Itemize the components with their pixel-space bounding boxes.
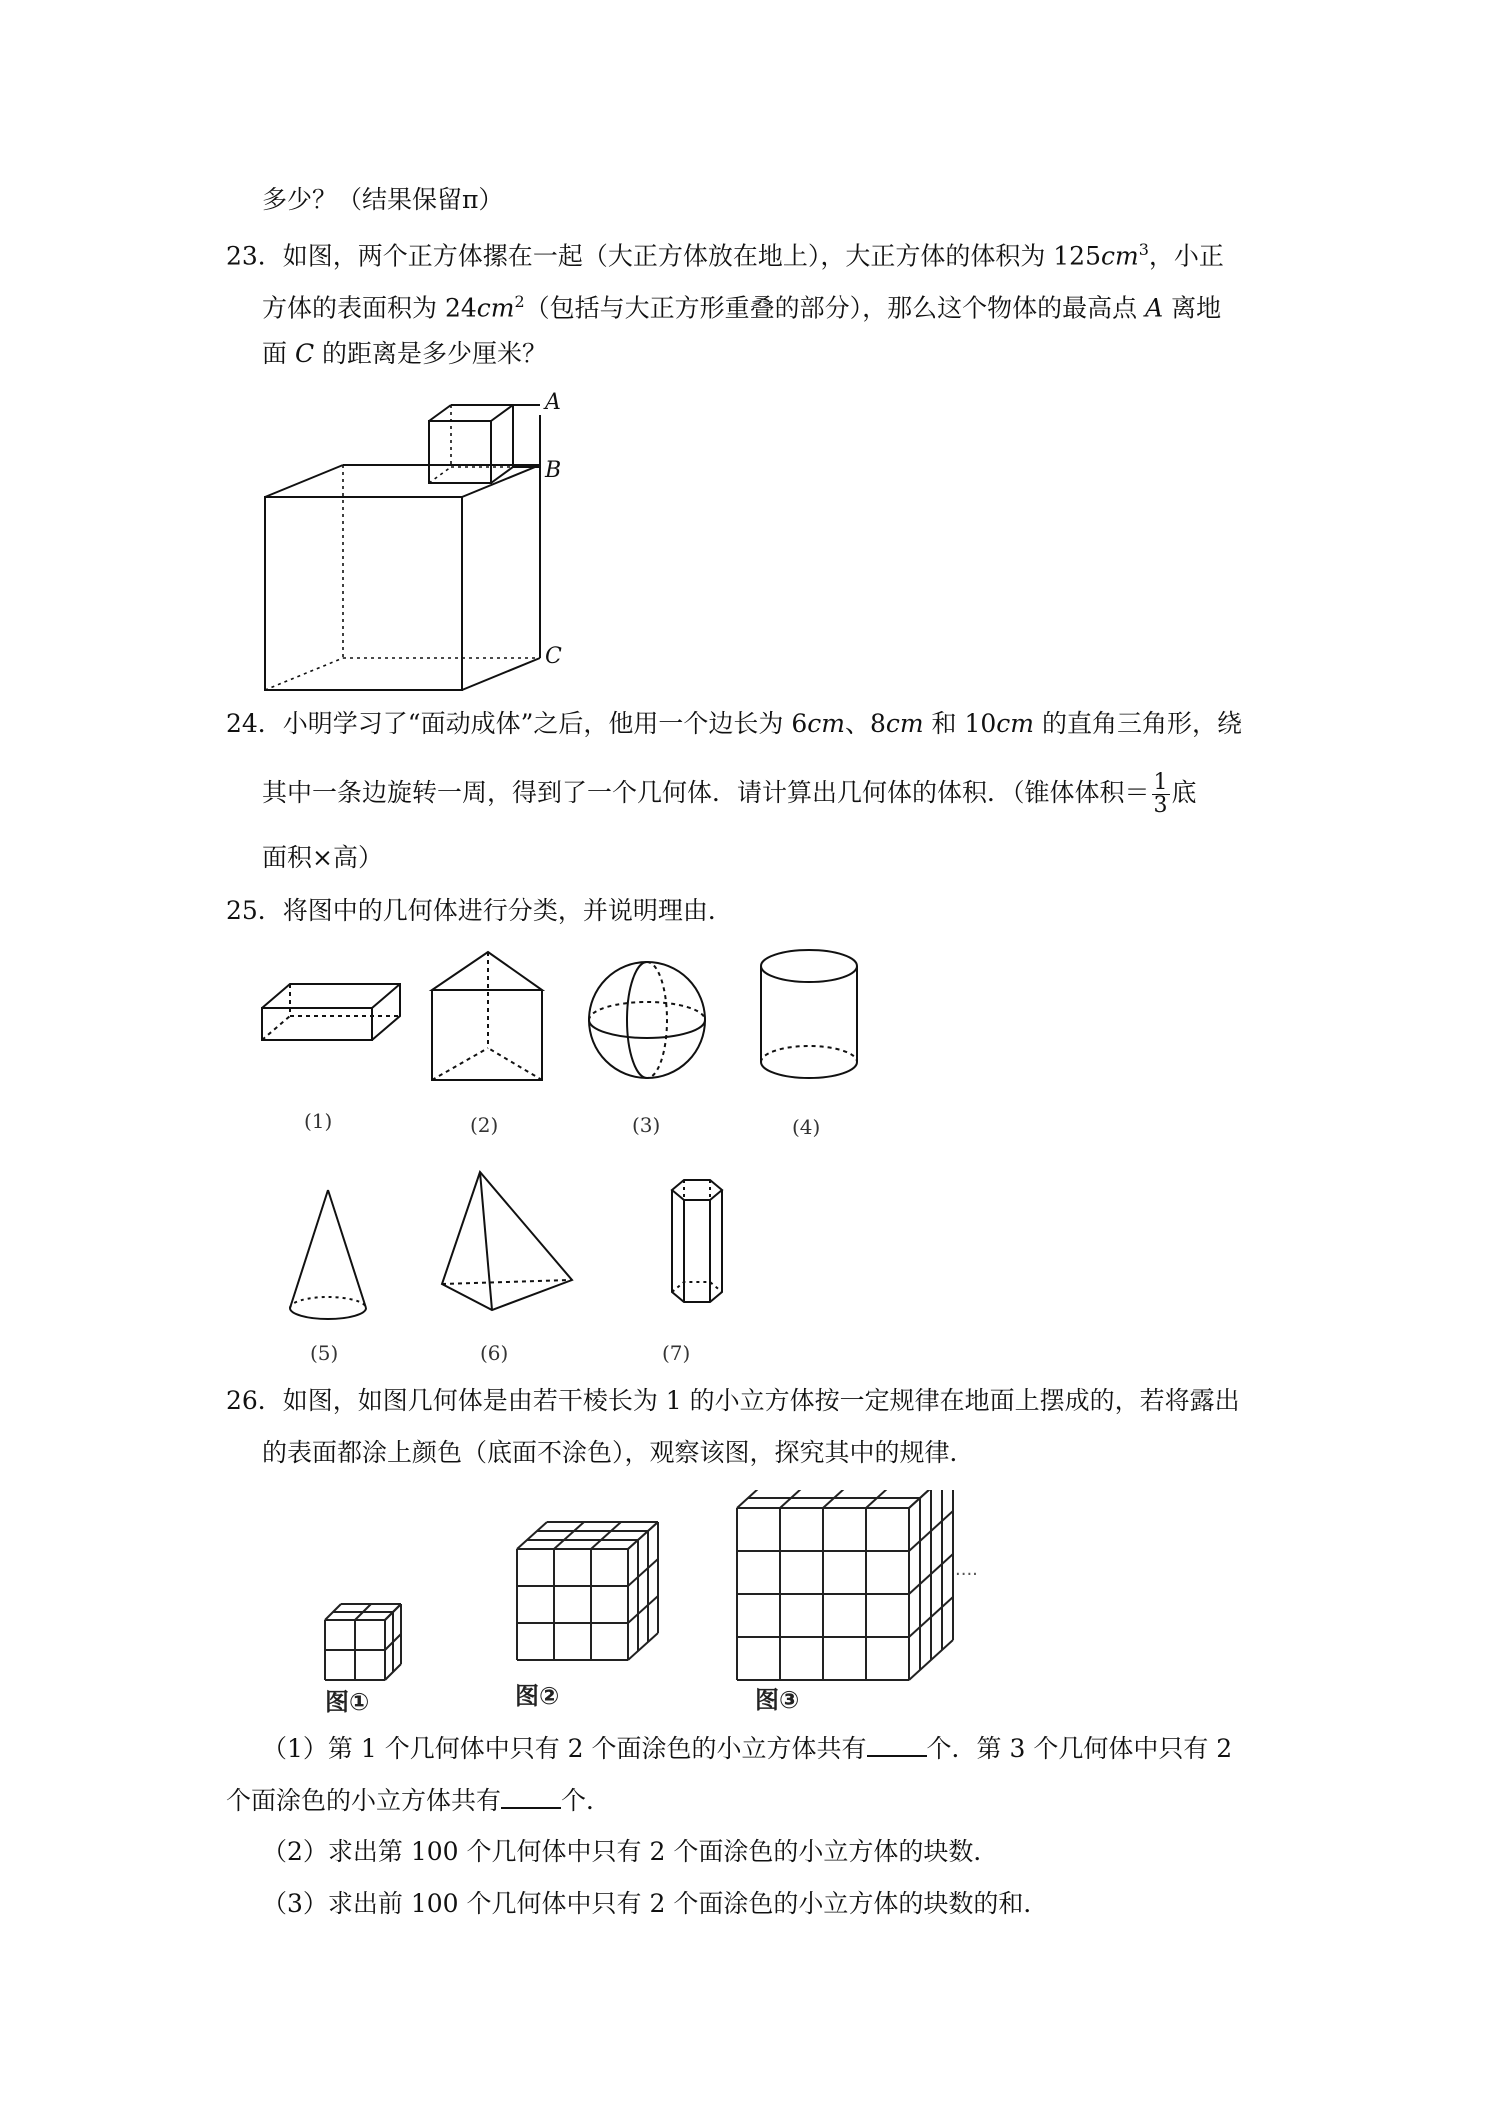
grid-line [628,1559,658,1586]
caption-fig2: 图② [515,1682,560,1710]
big-cube-edge [462,465,540,497]
stacked-cubes-diagram [255,385,575,695]
pyramid-hidden [442,1280,572,1284]
small-cube-edge [429,405,451,421]
hexagonal-prism-shape [670,1180,722,1302]
grid-line [517,1522,547,1549]
q23-sup-2: 2 [514,292,525,311]
grid-line [591,1522,621,1549]
q24-unit-1: cm [807,709,845,738]
q23-line-2 [262,285,1221,325]
q22-tail-text: 多少？（结果保留π） [262,185,504,214]
caption-fig3: 图③ [755,1686,800,1714]
small-cube-front [429,421,491,483]
q25-text: 25．将图中的几何体进行分类，并说明理由． [226,896,733,925]
big-cube-edge [265,465,343,497]
hidden-edge [265,658,343,690]
q26-part-1-cont [226,1783,611,1818]
q23-unit-2: cm [476,293,515,323]
q24-text-2b: 底 [1171,778,1197,807]
q24-text-1a: 24．小明学习了“面动成体”之后，他用一个边长为 6 [226,709,808,738]
q25-line [226,894,733,928]
q23-text-3a: 面 [262,339,295,368]
caption-5: (5) [310,1341,339,1365]
fraction-denominator: 3 [1153,793,1168,818]
q26-part-1 [262,1731,1232,1766]
label-c: C [545,644,562,669]
answer-blank-1[interactable] [867,1731,927,1757]
q25-figure [252,940,892,1370]
cube-stacks-diagram [315,1490,1035,1730]
q24-text-1d: 的直角三角形，绕 [1034,709,1242,738]
answer-blank-2[interactable] [501,1783,561,1809]
q23-text-1a: 23．如图，两个正方体摞在一起（大正方体放在地上），大正方体的体积为 125 [226,241,1101,271]
pyramid-shape [442,1172,572,1310]
fraction-numerator: 1 [1153,770,1168,795]
cuboid-hidden [262,984,400,1040]
q23-text-2a: 方体的表面积为 24 [262,293,477,323]
q23-figure [255,385,575,695]
label-a: A [545,390,561,415]
q23-line-3 [262,337,547,371]
q23-point-a: A [1145,293,1164,323]
cuboid-shape [262,984,400,1040]
caption-3: (3) [632,1113,661,1137]
small-cube-edge [491,405,513,421]
hidden-edge [429,467,451,483]
q26-p1-text-c: 个面涂色的小立方体共有 [226,1786,502,1815]
caption-4: (4) [792,1115,821,1139]
grid-line [628,1522,658,1549]
q24-text-3: 面积×高） [262,843,383,872]
big-cube-edge [462,658,540,690]
q24-unit-3: cm [996,709,1035,738]
grid-line [628,1596,658,1623]
q26-part-2 [262,1835,998,1869]
prism-hidden [432,952,542,1080]
sphere-shape [589,962,705,1078]
q23-text-2b: （包括与大正方形重叠的部分），那么这个物体的最高点 [524,293,1146,323]
q24-line-2 [262,772,1197,817]
q23-line-1 [226,233,1224,273]
caption-1: (1) [304,1109,333,1133]
caption-7: (7) [662,1341,691,1365]
q26-p3-text: （3）求出前 100 个几何体中只有 2 个面涂色的小立方体的块数的和． [262,1889,1049,1918]
q23-point-c: C [294,339,315,368]
big-cube-front [265,497,462,690]
q22-tail [262,183,503,217]
solids-diagram [252,940,892,1370]
q26-part-3 [262,1887,1048,1921]
q23-text-1b: ，小正 [1148,241,1224,271]
q26-text-1: 26．如图，如图几何体是由若干棱长为 1 的小立方体按一定规律在地面上摆成的，若将露出 [226,1386,1240,1415]
q26-line-1 [226,1384,1240,1418]
q23-text-3b: 的距离是多少厘米？ [314,339,548,368]
cone-hidden [290,1297,366,1308]
caption-2: (2) [470,1113,499,1137]
q26-text-2: 的表面都涂上颜色（底面不涂色），观察该图，探究其中的规律． [262,1438,975,1467]
grid-line [628,1633,658,1660]
q26-p1-text-d: 个． [561,1786,612,1815]
continuation-dots: ···· [955,1564,978,1585]
fraction-one-third [1152,772,1170,817]
cylinder-shape [761,950,857,1078]
cylinder-hidden [761,1046,857,1062]
q24-text-1c: 和 10 [923,709,997,738]
q24-unit-2: cm [885,709,924,738]
grid-line [554,1522,584,1549]
q24-text-1b: 、8 [844,709,886,738]
q24-line-1 [226,707,1242,741]
q26-line-2 [262,1436,975,1470]
caption-fig1: 图① [325,1688,370,1716]
q24-text-2a: 其中一条边旋转一周，得到了一个几何体．请计算出几何体的体积．（锥体体积＝ [262,778,1150,807]
q26-p1-text-a: （1）第 1 个几何体中只有 2 个面涂色的小立方体共有 [262,1734,867,1763]
q26-p1-text-b: 个．第 3 个几何体中只有 2 [926,1734,1233,1763]
label-b: B [545,458,562,483]
q23-unit-1: cm [1100,241,1139,271]
caption-6: (6) [480,1341,509,1365]
q24-line-3 [262,841,383,875]
q23-text-2c: 离地 [1163,293,1222,323]
q26-figure [315,1490,1035,1730]
q26-p2-text: （2）求出第 100 个几何体中只有 2 个面涂色的小立方体的块数． [262,1837,999,1866]
q23-sup-1: 3 [1138,240,1149,259]
